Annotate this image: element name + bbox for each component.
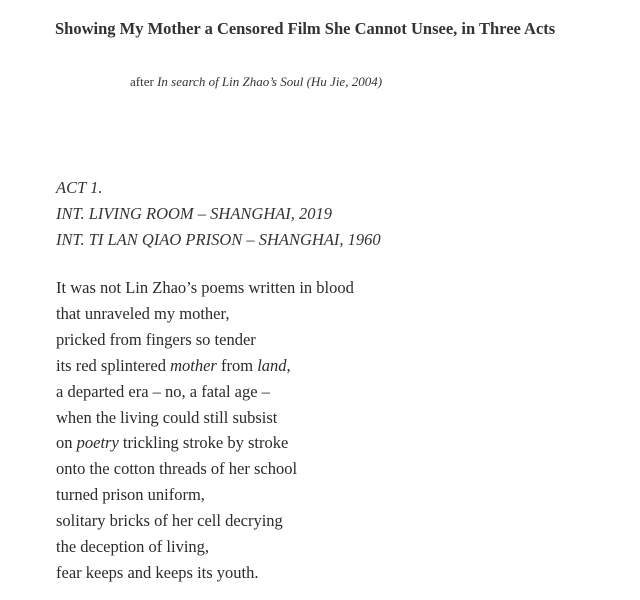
act-heading-block bbox=[56, 175, 381, 253]
poem-line bbox=[56, 353, 354, 379]
scene-heading: INT. LIVING ROOM – SHANGHAI, 2019 bbox=[56, 204, 333, 223]
poem-line-segment: from bbox=[216, 355, 258, 375]
epigraph bbox=[130, 74, 382, 90]
poem-line: the deception of living, bbox=[56, 537, 210, 557]
poem-line-segment: its red splintered bbox=[56, 355, 171, 375]
poem-line-emphasis: poetry bbox=[76, 433, 119, 453]
poem-line: fear keeps and keeps its youth. bbox=[56, 562, 259, 582]
poem-line-segment: on bbox=[56, 433, 77, 453]
poem-line-emphasis: land bbox=[257, 355, 287, 375]
poem-line: solitary bricks of her cell decrying bbox=[56, 511, 283, 531]
poem-line-emphasis: mother bbox=[170, 355, 217, 375]
poem-line: It was not Lin Zhao’s poems written in blood bbox=[56, 278, 354, 297]
poem-line: when the living could still subsist bbox=[56, 407, 278, 427]
epigraph-work: In search of Lin Zhao’s Soul (Hu Jie, 2004) bbox=[157, 74, 383, 89]
poem-line bbox=[56, 430, 354, 456]
poem-line-segment: , bbox=[286, 355, 291, 375]
epigraph-prefix: after bbox=[130, 74, 158, 89]
poem-body bbox=[56, 275, 354, 586]
poem-title: Showing My Mother a Censored Film She Cannot Unsee, in Three Acts bbox=[55, 19, 556, 38]
poem-line-segment: trickling stroke by stroke bbox=[118, 433, 289, 453]
act-heading: ACT 1. bbox=[56, 178, 103, 197]
poem-line: a departed era – no, a fatal age – bbox=[56, 381, 270, 401]
poem-line: pricked from fingers so tender bbox=[56, 329, 256, 349]
poem-line: onto the cotton threads of her school bbox=[56, 459, 298, 479]
scene-heading: INT. TI LAN QIAO PRISON – SHANGHAI, 1960 bbox=[56, 230, 381, 249]
poem-line: that unraveled my mother, bbox=[56, 303, 230, 323]
poem-line: turned prison uniform, bbox=[56, 485, 205, 505]
